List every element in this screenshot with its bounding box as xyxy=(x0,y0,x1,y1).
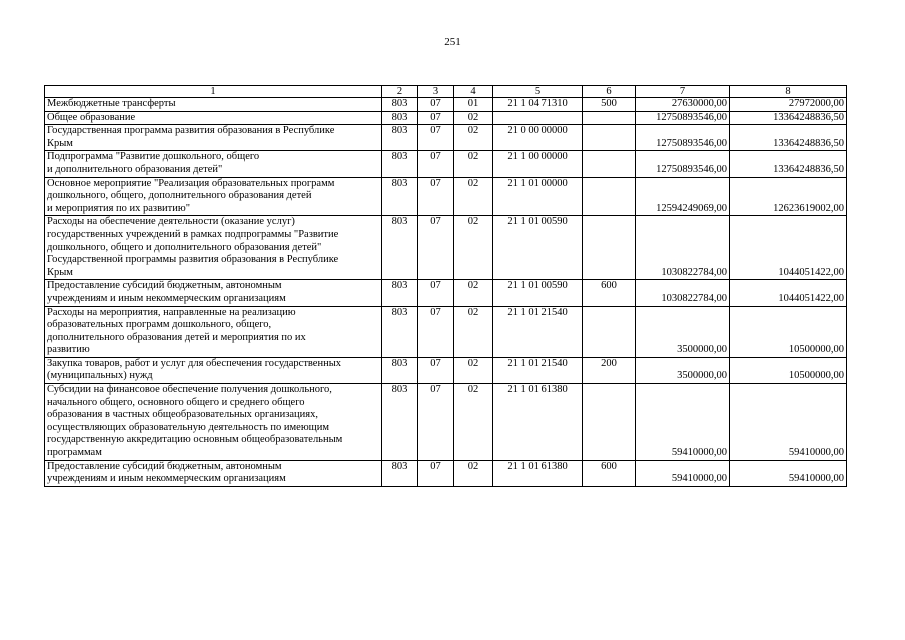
row-expense-type: 600 xyxy=(583,460,636,486)
row-description: Государственная программа развития образования в Республике Крым xyxy=(45,125,382,151)
row-ministry-code: 803 xyxy=(382,357,418,383)
row-ministry-code: 803 xyxy=(382,280,418,306)
row-section: 07 xyxy=(418,280,454,306)
budget-table xyxy=(44,85,847,487)
row-ministry-code: 803 xyxy=(382,460,418,486)
row-target-article: 21 1 01 21540 xyxy=(493,357,583,383)
table-row xyxy=(45,280,847,306)
row-subsection: 02 xyxy=(454,357,493,383)
row-description: Основное мероприятие "Реализация образовательных программ дошкольного, общего, дополнительного образования детей и мероприятия по их развитию" xyxy=(45,177,382,216)
row-amount-year1: 1030822784,00 xyxy=(636,280,730,306)
row-target-article: 21 0 00 00000 xyxy=(493,125,583,151)
row-amount-year2: 59410000,00 xyxy=(730,384,847,461)
row-subsection: 02 xyxy=(454,306,493,357)
table-row xyxy=(45,357,847,383)
column-header: 2 xyxy=(382,86,418,98)
row-expense-type xyxy=(583,384,636,461)
row-description: Закупка товаров, работ и услуг для обеспечения государственных (муниципальных) нужд xyxy=(45,357,382,383)
row-ministry-code: 803 xyxy=(382,384,418,461)
row-subsection: 02 xyxy=(454,280,493,306)
row-target-article: 21 1 01 00000 xyxy=(493,177,583,216)
table-row xyxy=(45,125,847,151)
row-expense-type xyxy=(583,177,636,216)
row-expense-type xyxy=(583,125,636,151)
row-subsection: 01 xyxy=(454,98,493,112)
row-amount-year2: 10500000,00 xyxy=(730,306,847,357)
row-section: 07 xyxy=(418,357,454,383)
row-target-article: 21 1 01 61380 xyxy=(493,384,583,461)
row-description: Предоставление субсидий бюджетным, автономным учреждениям и иным некоммерческим организациям xyxy=(45,460,382,486)
row-expense-type: 200 xyxy=(583,357,636,383)
row-description: Межбюджетные трансферты xyxy=(45,98,382,112)
table-row xyxy=(45,216,847,280)
row-target-article: 21 1 00 00000 xyxy=(493,151,583,177)
row-expense-type xyxy=(583,111,636,125)
row-description: Расходы на мероприятия, направленные на реализацию образовательных программ дошкольного, общего, дополнительного образования детей и мероприятия по их развитию xyxy=(45,306,382,357)
row-amount-year1: 59410000,00 xyxy=(636,460,730,486)
row-amount-year2: 10500000,00 xyxy=(730,357,847,383)
row-target-article: 21 1 01 00590 xyxy=(493,216,583,280)
row-amount-year1: 12750893546,00 xyxy=(636,125,730,151)
table-row xyxy=(45,111,847,125)
table-row xyxy=(45,98,847,112)
row-description: Предоставление субсидий бюджетным, автономным учреждениям и иным некоммерческим организациям xyxy=(45,280,382,306)
row-subsection: 02 xyxy=(454,111,493,125)
row-section: 07 xyxy=(418,125,454,151)
row-target-article: 21 1 01 61380 xyxy=(493,460,583,486)
row-amount-year1: 3500000,00 xyxy=(636,357,730,383)
row-target-article: 21 1 01 00590 xyxy=(493,280,583,306)
row-ministry-code: 803 xyxy=(382,98,418,112)
row-amount-year1: 27630000,00 xyxy=(636,98,730,112)
table-row xyxy=(45,151,847,177)
row-section: 07 xyxy=(418,384,454,461)
row-expense-type xyxy=(583,216,636,280)
header-row xyxy=(45,86,847,98)
row-target-article: 21 1 04 71310 xyxy=(493,98,583,112)
row-expense-type xyxy=(583,151,636,177)
row-amount-year2: 59410000,00 xyxy=(730,460,847,486)
row-amount-year2: 27972000,00 xyxy=(730,98,847,112)
row-amount-year2: 13364248836,50 xyxy=(730,111,847,125)
row-section: 07 xyxy=(418,216,454,280)
row-ministry-code: 803 xyxy=(382,151,418,177)
row-expense-type xyxy=(583,306,636,357)
row-expense-type: 600 xyxy=(583,280,636,306)
table-row xyxy=(45,177,847,216)
column-header: 8 xyxy=(730,86,847,98)
row-section: 07 xyxy=(418,151,454,177)
row-description: Расходы на обеспечение деятельности (оказание услуг) государственных учреждений в рамках подпрограммы "Развитие дошкольного, общего и дополнительного образования детей" Государственной программы развития образования в Республике Крым xyxy=(45,216,382,280)
column-header: 5 xyxy=(493,86,583,98)
row-subsection: 02 xyxy=(454,384,493,461)
row-amount-year1: 59410000,00 xyxy=(636,384,730,461)
row-ministry-code: 803 xyxy=(382,111,418,125)
page-number: 251 xyxy=(444,36,461,48)
row-target-article: 21 1 01 21540 xyxy=(493,306,583,357)
table-row xyxy=(45,460,847,486)
row-amount-year2: 13364248836,50 xyxy=(730,125,847,151)
row-section: 07 xyxy=(418,460,454,486)
row-section: 07 xyxy=(418,177,454,216)
row-amount-year1: 3500000,00 xyxy=(636,306,730,357)
row-target-article xyxy=(493,111,583,125)
row-ministry-code: 803 xyxy=(382,125,418,151)
row-amount-year1: 1030822784,00 xyxy=(636,216,730,280)
column-header: 3 xyxy=(418,86,454,98)
column-header: 1 xyxy=(45,86,382,98)
row-section: 07 xyxy=(418,111,454,125)
table-row xyxy=(45,306,847,357)
row-subsection: 02 xyxy=(454,177,493,216)
row-description: Субсидии на финансовое обеспечение получения дошкольного, начального общего, основного общего и среднего общего образования в частных общеобразовательных организациях, осуществляющих образовательную деятельность по имеющим государственную аккредитацию основным общеобразовательным программам xyxy=(45,384,382,461)
row-amount-year2: 13364248836,50 xyxy=(730,151,847,177)
column-header: 7 xyxy=(636,86,730,98)
row-subsection: 02 xyxy=(454,460,493,486)
row-expense-type: 500 xyxy=(583,98,636,112)
row-amount-year2: 12623619002,00 xyxy=(730,177,847,216)
row-subsection: 02 xyxy=(454,151,493,177)
row-subsection: 02 xyxy=(454,216,493,280)
row-subsection: 02 xyxy=(454,125,493,151)
table-row xyxy=(45,384,847,461)
column-header: 4 xyxy=(454,86,493,98)
row-section: 07 xyxy=(418,306,454,357)
row-ministry-code: 803 xyxy=(382,177,418,216)
row-section: 07 xyxy=(418,98,454,112)
row-description: Подпрограмма "Развитие дошкольного, общего и дополнительного образования детей" xyxy=(45,151,382,177)
row-ministry-code: 803 xyxy=(382,216,418,280)
row-amount-year1: 12750893546,00 xyxy=(636,151,730,177)
column-header: 6 xyxy=(583,86,636,98)
row-description: Общее образование xyxy=(45,111,382,125)
row-amount-year2: 1044051422,00 xyxy=(730,216,847,280)
row-amount-year1: 12750893546,00 xyxy=(636,111,730,125)
row-amount-year1: 12594249069,00 xyxy=(636,177,730,216)
row-ministry-code: 803 xyxy=(382,306,418,357)
row-amount-year2: 1044051422,00 xyxy=(730,280,847,306)
